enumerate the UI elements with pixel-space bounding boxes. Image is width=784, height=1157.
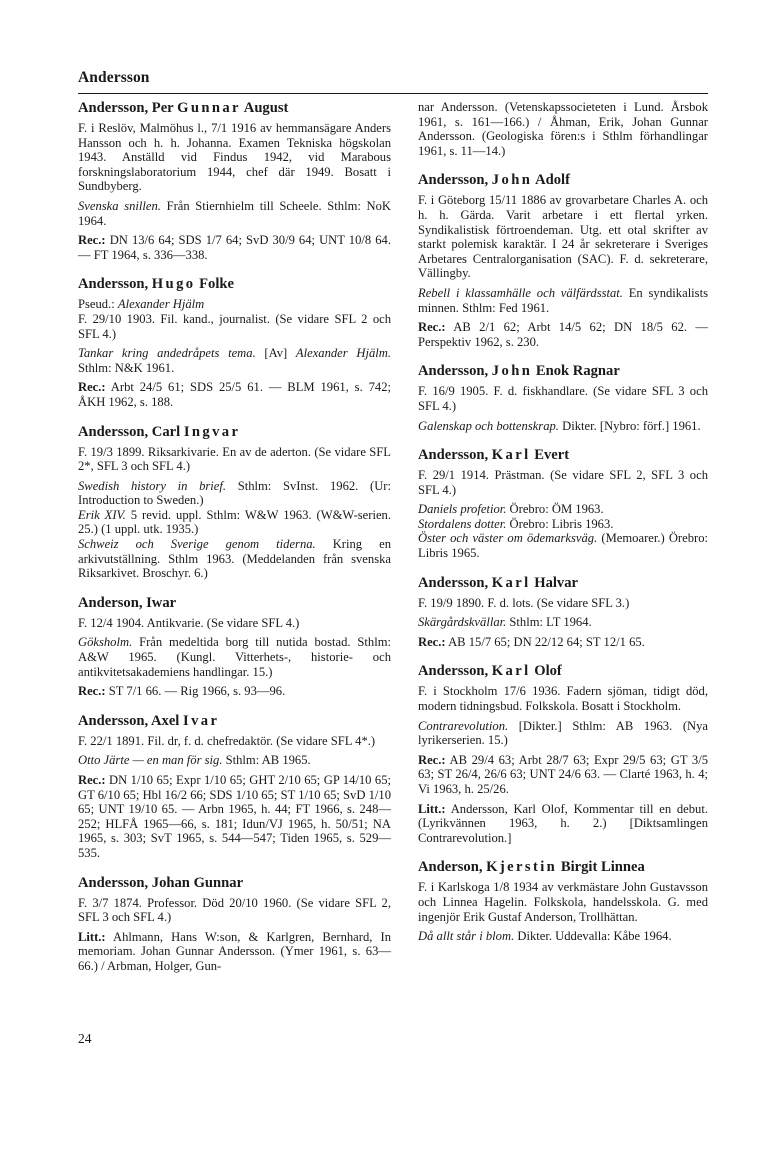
heading-spaced-name: Gunnar bbox=[177, 100, 241, 116]
biography: F. 29/10 1903. Fil. kand., journalist. (Se vidare SFL 2 och SFL 4.) bbox=[78, 311, 391, 341]
heading-text: Andersson, bbox=[418, 447, 492, 464]
work-details: Örebro: ÖM 1963. bbox=[506, 502, 604, 517]
work-title: Galenskap och bottenskrap. bbox=[418, 418, 559, 433]
work-title: Otto Järte — en man för sig. bbox=[78, 753, 223, 768]
reviews-label: Rec.: bbox=[78, 684, 106, 699]
reviews-label: Rec.: bbox=[418, 752, 446, 767]
work-item bbox=[418, 929, 708, 944]
page-number: 24 bbox=[78, 1031, 92, 1046]
work-title: Skärgårdskvällar. bbox=[418, 615, 507, 630]
heading-text: Halvar bbox=[530, 574, 579, 591]
heading-text: Olof bbox=[530, 663, 562, 680]
work-item bbox=[78, 346, 391, 375]
pseudonym-name: Alexander Hjälm bbox=[117, 297, 205, 312]
heading-text: Andersson, bbox=[418, 363, 492, 380]
entry-iwar bbox=[78, 595, 391, 699]
reviews bbox=[418, 320, 708, 349]
entry-continuation bbox=[418, 100, 708, 158]
heading-spaced-name: Ivar bbox=[183, 712, 220, 729]
heading-text: Andersson, bbox=[418, 663, 492, 680]
heading-spaced-name: Karl bbox=[491, 574, 531, 591]
entry-heading bbox=[418, 859, 708, 876]
entry-heading: Anderson, Iwar bbox=[78, 594, 177, 611]
heading-text: Andersson, Axel bbox=[78, 712, 184, 729]
work-item bbox=[78, 479, 391, 508]
pseudonym-label: Pseud.: bbox=[78, 297, 118, 312]
work-item bbox=[78, 508, 391, 537]
heading-text: Andersson, Carl bbox=[78, 423, 184, 440]
reviews bbox=[418, 753, 708, 797]
reviews-text: AB 2/1 62; Arbt 14/5 62; DN 18/5 62. — Perspektiv 1962, s. 230. bbox=[418, 320, 708, 349]
work-item bbox=[78, 199, 391, 228]
literature bbox=[78, 930, 391, 974]
heading-spaced-name: Hugo bbox=[151, 276, 196, 293]
work-details: Dikter. Uddevalla: Kåbe 1964. bbox=[514, 929, 672, 944]
heading-text: August bbox=[240, 100, 289, 116]
work-details: Örebro: Libris 1963. bbox=[506, 516, 614, 531]
biography: F. 16/9 1905. F. d. fiskhandlare. (Se vidare SFL 3 och SFL 4.) bbox=[418, 384, 708, 413]
work-details: [Dikter.] Sthlm: AB 1963. (Nya lyrikerserien. 15.) bbox=[418, 718, 708, 748]
heading-text: Andersson, Per bbox=[78, 100, 178, 116]
literature-text: Andersson, Karl Olof, Kommentar till en debut. (Lyrikvännen 1963, h. 2.) [Diktsamlingen Contrarevolution.] bbox=[418, 801, 708, 845]
work-details: Dikter. [Nybro: förf.] 1961. bbox=[558, 418, 701, 433]
reviews-label: Rec.: bbox=[418, 320, 446, 335]
work-details: Från medeltida borg till nutida bostad. Sthlm: A&W 1965. (Kungl. Vitterhets-, historie- och antikvitetsakademiens handlingar. 15.) bbox=[78, 635, 391, 679]
heading-text: Birgit Linnea bbox=[557, 859, 645, 876]
heading-text: Andersson, bbox=[418, 574, 492, 591]
entry-axel-ivar bbox=[78, 713, 391, 861]
reviews bbox=[418, 635, 708, 650]
reviews-text: AB 29/4 63; Arbt 28/7 63; Expr 29/5 63; GT 3/5 63; ST 26/4, 26/6 63; UNT 24/6 63. — Clarté 1963, h. 4; Vi 1963, h. 25/26. bbox=[418, 752, 708, 796]
reviews-label: Rec.: bbox=[78, 233, 106, 248]
biography: F. i Reslöv, Malmöhus l., 7/1 1916 av hemmansägare Anders Hansson och h. h. Johanna. Examen Tekniska högskolan 1943. Anställd vid Findus 1942, vid Marabous forskningslaboratorium 1944, chef där 1949. Bosatt i Sundbyberg. bbox=[78, 121, 391, 194]
entry-heading bbox=[78, 424, 391, 441]
work-item bbox=[418, 615, 708, 630]
heading-text: Adolf bbox=[532, 172, 570, 189]
heading-spaced-name: John bbox=[491, 172, 533, 189]
entry-karl-olof bbox=[418, 663, 708, 845]
work-title: Göksholm. bbox=[78, 635, 133, 650]
entry-heading: Andersson, Johan Gunnar bbox=[78, 874, 244, 891]
work-title: Erik XIV. bbox=[78, 507, 126, 522]
work-item bbox=[418, 719, 708, 748]
work-title: Swedish history in brief. bbox=[78, 478, 227, 493]
work-details: 5 revid. uppl. Sthlm: W&W 1963. (W&W-serien. 25.) (1 uppl. utk. 1935.) bbox=[78, 507, 391, 537]
work-item bbox=[418, 502, 708, 517]
reviews-text: Arbt 24/5 61; SDS 25/5 61. — BLM 1961, s. 742; ÅKH 1962, s. 188. bbox=[78, 380, 391, 409]
biography: F. 3/7 1874. Professor. Död 20/10 1960. (Se vidare SFL 2, SFL 3 och SFL 4.) bbox=[78, 895, 391, 925]
entry-heading bbox=[418, 172, 708, 189]
work-item bbox=[78, 753, 391, 768]
left-column bbox=[78, 100, 391, 988]
work-item bbox=[418, 419, 708, 434]
work-item bbox=[418, 517, 708, 532]
literature-label: Litt.: bbox=[418, 801, 446, 816]
work-title: Tankar kring andedråpets tema. bbox=[78, 346, 256, 361]
entry-per-gunnar-august bbox=[78, 100, 391, 262]
literature-label: Litt.: bbox=[78, 929, 106, 944]
entry-heading bbox=[418, 663, 708, 680]
work-title: Svenska snillen. bbox=[78, 198, 161, 213]
biography: F. 29/1 1914. Prästman. (Se vidare SFL 2, SFL 3 och SFL 4.) bbox=[418, 468, 708, 497]
heading-text: Andersson, bbox=[78, 276, 152, 293]
heading-spaced-name: Kjerstin bbox=[486, 859, 558, 876]
reviews-text: AB 15/7 65; DN 22/12 64; ST 12/1 65. bbox=[445, 634, 645, 649]
heading-spaced-name: Karl bbox=[491, 663, 531, 680]
entry-heading bbox=[418, 363, 708, 380]
right-column bbox=[418, 100, 708, 958]
reviews-text: ST 7/1 66. — Rig 1966, s. 93—96. bbox=[105, 684, 286, 699]
biography: F. 12/4 1904. Antikvarie. (Se vidare SFL 4.) bbox=[78, 615, 300, 630]
literature bbox=[418, 802, 708, 846]
heading-text: Andersson, bbox=[418, 172, 492, 189]
work-details: Kring en arkivutställning. Sthlm 1963. (Meddelanden från svenska Riksarkivet. Broschyr. 6.) bbox=[78, 537, 391, 581]
work-details: (Memoarer.) Örebro: Libris 1965. bbox=[418, 531, 709, 561]
biography: F. i Göteborg 15/11 1886 av grovarbetare Charles A. och h. h. Gärda. Varit arbetare i ett flertal yrken. Syndikalistisk förtroendeman. Utg. ett otal skrifter av starkt polemisk karaktär. I 24 år sekreterare i Sveriges Arbetares Centralorganisation (SAC). F. d. sekreterare, Vällingby. bbox=[418, 193, 708, 281]
work-title: Stordalens dotter. bbox=[418, 516, 507, 531]
work-title: Öster och väster om ödemarksväg. bbox=[418, 531, 598, 546]
entry-heading bbox=[78, 713, 391, 730]
reviews bbox=[78, 380, 391, 409]
entry-johan-gunnar bbox=[78, 875, 391, 974]
heading-spaced-name: John bbox=[491, 363, 533, 380]
work-title: Contrarevolution. bbox=[418, 718, 509, 733]
reviews bbox=[78, 773, 391, 861]
literature-continuation: nar Andersson. (Vetenskapssocieteten i Lund. Årsbok 1961, s. 161—166.) / Åhman, Erik, Johan Gunnar Andersson. (Geologiska fören:s i Sthlm förhandlingar 1961, s. 11—14.) bbox=[418, 100, 708, 158]
heading-spaced-name: Ingvar bbox=[183, 423, 241, 440]
entry-heading bbox=[78, 276, 391, 293]
literature-text: Ahlmann, Hans W:son, & Karlgren, Bernhard, In memoriam. Johan Gunnar Andersson. (Ymer 1961, s. 63—66.) / Arbman, Holger, Gun- bbox=[78, 929, 391, 973]
heading-spaced-name: Karl bbox=[491, 447, 531, 464]
entry-john-adolf bbox=[418, 172, 708, 349]
work-details: Sthlm: N&K 1961. bbox=[78, 360, 175, 375]
reviews bbox=[78, 684, 391, 699]
work-item bbox=[78, 537, 391, 581]
work-details: Sthlm: LT 1964. bbox=[506, 615, 592, 630]
heading-text: Folke bbox=[195, 276, 234, 293]
work-item bbox=[418, 531, 708, 560]
heading-text: Enok Ragnar bbox=[532, 363, 620, 380]
biography: F. 19/3 1899. Riksarkivarie. En av de aderton. (Se vidare SFL 2*, SFL 3 och SFL 4.) bbox=[78, 444, 391, 474]
biography: F. i Stockholm 17/6 1936. Fadern sjöman, tidigt död, modern tidningsbud. Folkskola. Bosatt i Stockholm. bbox=[418, 684, 708, 714]
biography: F. 22/1 1891. Fil. dr, f. d. chefredaktör. (Se vidare SFL 4*.) bbox=[78, 733, 376, 748]
reviews-label: Rec.: bbox=[418, 634, 446, 649]
entry-heading bbox=[418, 447, 708, 464]
reviews-label: Rec.: bbox=[78, 773, 106, 787]
entry-hugo-folke bbox=[78, 276, 391, 409]
entry-heading bbox=[78, 100, 391, 117]
reviews bbox=[78, 233, 391, 262]
biography: F. i Karlskoga 1/8 1934 av verkmästare John Gustavsson och Linnea Hagelin. Folkskola, handelsskola. G. med ingenjör Erik Gustaf Anderson, Trollhättan. bbox=[418, 880, 708, 924]
entry-karl-halvar bbox=[418, 575, 708, 650]
work-details: Sthlm: AB 1965. bbox=[222, 753, 311, 768]
heading-text: Anderson, bbox=[418, 859, 487, 876]
reviews-text: DN 13/6 64; SDS 1/7 64; SvD 30/9 64; UNT 10/8 64. — FT 1964, s. 336—338. bbox=[78, 233, 391, 262]
entry-karl-evert bbox=[418, 447, 708, 561]
work-details: Från Stiernhielm till Scheele. Sthlm: NoK 1964. bbox=[78, 198, 391, 228]
biography: F. 19/9 1890. F. d. lots. (Se vidare SFL 3.) bbox=[418, 595, 630, 610]
entry-carl-ingvar bbox=[78, 424, 391, 581]
work-item bbox=[78, 635, 391, 679]
work-details: Sthlm: SvInst. 1962. (Ur: Introduction to Sweden.) bbox=[78, 478, 391, 508]
work-author: Alexander Hjälm. bbox=[295, 346, 391, 361]
entry-john-enok-ragnar bbox=[418, 363, 708, 433]
running-head: Andersson bbox=[78, 69, 150, 86]
entry-kjerstin-birgit-linnea bbox=[418, 859, 708, 943]
pseudonym bbox=[78, 297, 391, 312]
reviews-text: DN 1/10 65; Expr 1/10 65; GHT 2/10 65; GP 14/10 65; GT 6/10 65; Hbl 16/2 66; SDS 1/10 65; ST 1/10 65; SvD 1/10 65; UNT 19/10 65. — Arbn 1965, h. 44; FT 1966, s. 248—252; HLFÅ 1965—66, s. 181; Idun/VJ 1965, h. 50/51; NA 1965, s. 303; SvT 1965, s. 544—547; Tiden 1965, s. 529—535. bbox=[78, 773, 391, 860]
work-title: Då allt står i blom. bbox=[418, 929, 515, 944]
work-title: Daniels profetior. bbox=[418, 502, 507, 517]
work-title: Rebell i klassamhälle och välfärdsstat. bbox=[418, 285, 623, 300]
entry-heading bbox=[418, 575, 708, 592]
work-details: [Av] bbox=[255, 346, 296, 361]
header-rule bbox=[78, 93, 708, 94]
reviews-label: Rec.: bbox=[78, 380, 106, 395]
work-item bbox=[418, 286, 708, 315]
work-title: Schweiz och Sverige genom tiderna. bbox=[78, 537, 316, 552]
work-details: En syndikalists minnen. Sthlm: Fed 1961. bbox=[418, 285, 708, 315]
heading-text: Evert bbox=[530, 447, 570, 464]
